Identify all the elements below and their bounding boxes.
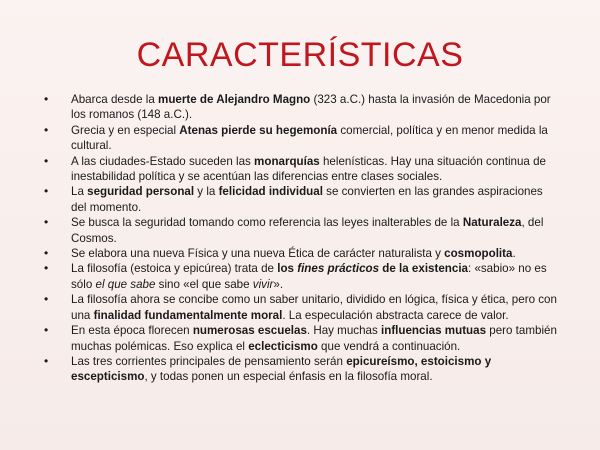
bullet-text-segment: helenísticas. Hay una situación continua de inestabilidad política y se acentúan las diferencias entre clases sociales. xyxy=(71,154,546,184)
bullet-item xyxy=(38,292,558,323)
bullet-text-segment: La filosofía ahora se concibe como un saber unitario, dividido en lógica, física y ética, pero con una xyxy=(71,293,557,322)
slide-title: CARACTERÍSTICAS xyxy=(136,36,464,74)
bullet-text-segment: numerosas escuelas xyxy=(192,324,307,338)
bullet-text-segment: epicureísmo, estoicismo y escepticismo xyxy=(71,354,492,384)
bullet-text-segment: . xyxy=(512,247,516,261)
bullet-dot-icon: • xyxy=(44,153,49,168)
bullet-dot-icon: • xyxy=(44,92,49,106)
bullet-text-segment: , y todas ponen un especial énfasis en la filosofía moral. xyxy=(144,370,433,384)
bullet-dot-icon: • xyxy=(44,184,49,199)
bullet-text-segment: Se elabora una nueva Física y una nueva Ética de carácter naturalista y xyxy=(71,247,445,261)
bullet-text-segment: finalidad fundamentalmente moral xyxy=(93,308,283,322)
bullet-text-segment: monarquías xyxy=(254,154,320,168)
bullet-text-segment: : «sabio» no es sólo xyxy=(71,262,547,291)
bullet-text-segment: Se busca la seguridad tomando como referencia las leyes inalterables de la xyxy=(71,216,463,230)
bullet-item xyxy=(38,354,558,385)
bullet-text-segment: comercial, política y en menor medida la cultural. xyxy=(71,123,548,153)
bullet-text-segment: La filosofía (estoica y epicúrea) trata de xyxy=(71,262,278,276)
bullet-text-segment: Naturaleza xyxy=(462,216,522,230)
bullet-text-segment: . La especulación abstracta carece de valor. xyxy=(282,308,509,322)
bullet-text-segment: fines prácticos xyxy=(297,262,380,276)
bullet-item xyxy=(38,246,558,261)
bullet-dot-icon: • xyxy=(44,323,49,338)
bullet-item xyxy=(38,215,558,246)
bullet-item xyxy=(38,184,558,215)
bullet-text-segment: que vendrá a continuación. xyxy=(317,339,461,353)
bullet-text-segment: cosmopolita xyxy=(444,247,513,261)
bullet-dot-icon: • xyxy=(44,246,49,261)
bullet-dot-icon: • xyxy=(44,261,49,276)
bullet-dot-icon: • xyxy=(44,292,49,307)
bullet-text-segment: muerte de Alejandro Magno xyxy=(158,93,311,106)
bullet-text-segment: . Hay muchas xyxy=(306,324,382,338)
bullet-text-segment: sino «el que sabe xyxy=(155,277,253,291)
bullet-text-segment: influencias mutuas xyxy=(381,324,487,338)
bullet-text-segment: de la existencia xyxy=(379,262,468,276)
bullet-text-segment: eclecticismo xyxy=(248,339,318,353)
bullet-item xyxy=(38,123,558,154)
bullet-text-segment: pero también muchas polémicas. Eso explica el xyxy=(71,324,557,353)
bullet-item xyxy=(38,154,558,185)
bullet-dot-icon: • xyxy=(44,215,49,230)
bullet-item xyxy=(38,261,558,292)
bullet-text-segment: En esta época florecen xyxy=(71,324,193,338)
bullet-text-segment: felicidad individual xyxy=(218,185,323,199)
bullet-dot-icon: • xyxy=(44,353,49,368)
bullet-text-segment: el que sabe xyxy=(95,277,156,291)
bullet-text-segment: A las ciudades-Estado suceden las xyxy=(71,154,255,168)
bullet-list xyxy=(38,92,558,385)
bullet-item xyxy=(38,323,558,354)
bullet-text-segment: ». xyxy=(273,277,284,291)
bullet-text-segment: Grecia y en especial xyxy=(71,123,180,137)
bullet-text-segment: , del Cosmos. xyxy=(71,216,544,245)
bullet-text-segment: seguridad personal xyxy=(87,185,195,199)
bullet-text-segment: vivir xyxy=(252,277,274,291)
bullet-text-segment: Las tres corrientes principales de pensamiento serán xyxy=(71,354,347,368)
bullet-text-segment: Abarca desde la xyxy=(71,93,159,106)
bullet-text-segment: los xyxy=(277,262,298,276)
bullet-text-segment: se convierten en las grandes aspiraciones del momento. xyxy=(71,185,543,214)
bullet-item xyxy=(38,92,558,123)
bullet-text-segment: (323 a.C.) hasta la invasión de Macedonia por los romanos (148 a.C.). xyxy=(71,93,551,122)
bullet-text-segment: La xyxy=(71,185,88,199)
bullet-text-segment: Atenas pierde su hegemonía xyxy=(179,123,338,137)
bullet-text-segment: y la xyxy=(194,185,219,199)
bullet-dot-icon: • xyxy=(44,122,49,137)
